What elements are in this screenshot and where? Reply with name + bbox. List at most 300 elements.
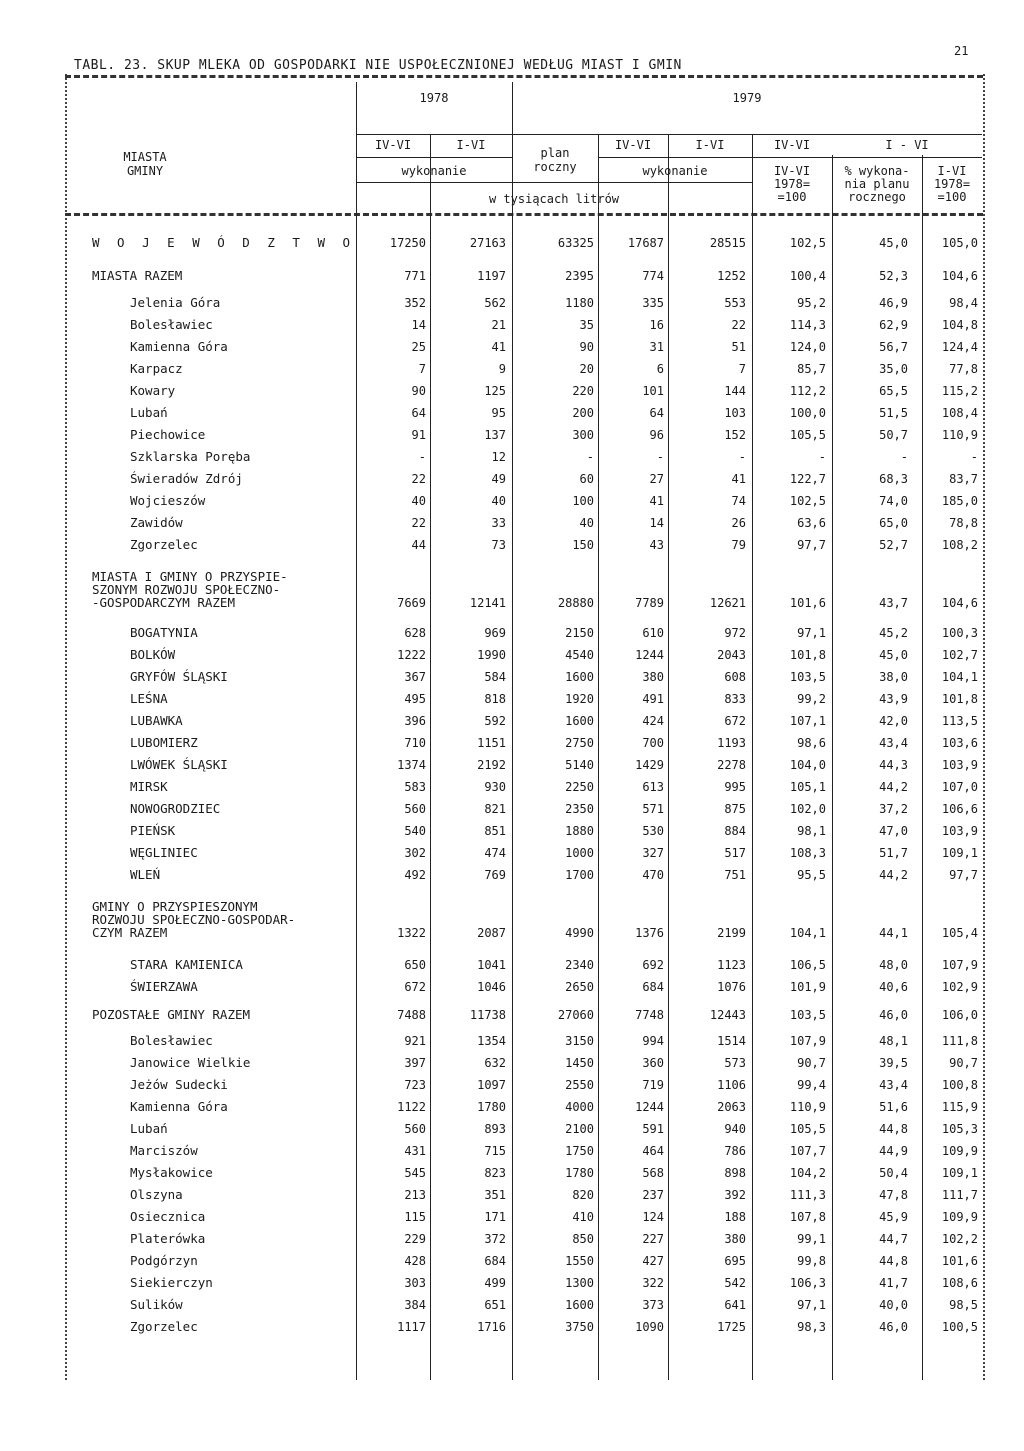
table-cell: - [586,450,594,464]
table-cell: - [738,450,746,464]
table-cell: 2043 [717,648,746,662]
header-index-i-vi: I-VI 1978= =100 [933,164,971,204]
table-cell: 47,0 [879,824,908,838]
row-label: Kamienna Góra [130,1099,228,1114]
table-cell: 102,2 [941,1232,978,1246]
table-cell: 62,9 [879,318,908,332]
row-label: NOWOGRODZIEC [130,801,221,816]
table-cell: 103 [724,406,746,420]
table-cell: 73 [491,538,506,552]
table-cell: 22 [411,472,426,486]
table-cell: 1600 [565,670,594,684]
table-cell: 327 [642,846,664,860]
table-cell: 111,8 [941,1034,978,1048]
table-cell: 1429 [635,758,664,772]
header-i-vi-1979: I-VI [695,138,725,152]
table-cell: 692 [642,958,664,972]
table-cell: 44,7 [879,1232,908,1246]
table-cell: 14 [411,318,426,332]
table-cell: 144 [724,384,746,398]
table-cell: 104,1 [941,670,978,684]
table-cell: 63,6 [797,516,826,530]
table-cell: 79 [731,538,746,552]
table-cell: 44,8 [879,1122,908,1136]
row-label: WLEŃ [130,867,161,882]
top-rule [65,75,983,78]
table-cell: 1117 [397,1320,426,1334]
table-cell: 302 [404,846,426,860]
row-label: STARA KAMIENICA [130,957,243,972]
table-cell: 380 [642,670,664,684]
table-cell: 11738 [469,1008,506,1022]
row-label: Zgorzelec [130,1319,198,1334]
table-cell: 26 [731,516,746,530]
table-cell: 7669 [397,596,426,610]
table-cell: 1716 [477,1320,506,1334]
row-label: Bolesławiec [130,1033,213,1048]
table-cell: 700 [642,736,664,750]
table-cell: 769 [484,868,506,882]
table-cell: 303 [404,1276,426,1290]
table-cell: 98,5 [949,1298,978,1312]
row-label: Szklarska Poręba [130,449,251,464]
table-cell: 115,9 [941,1100,978,1114]
table-cell: 37,2 [879,802,908,816]
table-cell: 392 [724,1188,746,1202]
table-cell: 560 [404,802,426,816]
table-cell: 2350 [565,802,594,816]
table-cell: 972 [724,626,746,640]
table-cell: 495 [404,692,426,706]
table-cell: 109,1 [941,1166,978,1180]
table-cell: 107,8 [789,1210,826,1224]
table-cell: 22 [411,516,426,530]
header-year-1978: 1978 [419,91,449,105]
table-cell: 104,6 [941,596,978,610]
table-cell: 650 [404,958,426,972]
table-cell: 1106 [717,1078,746,1092]
table-cell: - [656,450,664,464]
row-label: POZOSTAŁE GMINY RAZEM [92,1007,251,1022]
table-cell: 50,4 [879,1166,908,1180]
header-rule [65,213,983,216]
table-cell: 695 [724,1254,746,1268]
table-cell: 12141 [469,596,506,610]
table-cell: 774 [642,269,664,283]
table-cell: 1180 [565,296,594,310]
table-cell: 591 [642,1122,664,1136]
table-cell: 540 [404,824,426,838]
table-cell: 47,8 [879,1188,908,1202]
table-cell: 41,7 [879,1276,908,1290]
table-cell: 492 [404,868,426,882]
header-rule-units [356,182,752,183]
table-cell: 3750 [565,1320,594,1334]
table-cell: 1097 [477,1078,506,1092]
table-cell: 99,1 [797,1232,826,1246]
table-cell: 1076 [717,980,746,994]
table-cell: 96 [649,428,664,442]
header-i-vi-group: I - VI [885,138,929,152]
table-cell: 109,9 [941,1144,978,1158]
table-cell: 428 [404,1254,426,1268]
table-cell: 470 [642,868,664,882]
table-cell: 14 [649,516,664,530]
table-cell: 1780 [565,1166,594,1180]
row-label: Kowary [130,383,176,398]
table-cell: 373 [642,1298,664,1312]
table-cell: 41 [491,340,506,354]
table-cell: 2250 [565,780,594,794]
table-cell: 4540 [565,648,594,662]
row-label: GMINY O PRZYSPIESZONYM ROZWOJU SPOŁECZNO-GOSPODAR- CZYM RAZEM [92,899,296,940]
row-label: Świeradów Zdrój [130,471,243,486]
table-cell: 2750 [565,736,594,750]
table-cell: 90 [411,384,426,398]
table-cell: 35,0 [879,362,908,376]
table-cell: 101,8 [941,692,978,706]
table-cell: 2150 [565,626,594,640]
table-cell: 21 [491,318,506,332]
row-label: LUBAWKA [130,713,183,728]
table-cell: 608 [724,670,746,684]
table-cell: 1354 [477,1034,506,1048]
table-cell: 12621 [709,596,746,610]
table-cell: 7 [418,362,426,376]
table-cell: 723 [404,1078,426,1092]
table-cell: 17250 [389,236,426,250]
table-cell: 397 [404,1056,426,1070]
header-rule-years [356,134,982,135]
table-cell: 44,2 [879,780,908,794]
table-cell: 48,0 [879,958,908,972]
table-cell: 43,7 [879,596,908,610]
table-cell: 41 [731,472,746,486]
table-cell: 592 [484,714,506,728]
row-label: Osiecznica [130,1209,206,1224]
table-cell: 672 [724,714,746,728]
table-cell: 875 [724,802,746,816]
table-cell: 65,0 [879,516,908,530]
table-cell: 90 [579,340,594,354]
table-cell: 1450 [565,1056,594,1070]
table-cell: 39,5 [879,1056,908,1070]
table-cell: 542 [724,1276,746,1290]
table-cell: 7748 [635,1008,664,1022]
row-label: BOLKÓW [130,647,176,662]
table-cell: 560 [404,1122,426,1136]
row-label: Lubań [130,405,168,420]
table-cell: 771 [404,269,426,283]
table-cell: 1090 [635,1320,664,1334]
table-cell: 90,7 [949,1056,978,1070]
table-cell: 410 [572,1210,594,1224]
table-cell: 52,7 [879,538,908,552]
table-cell: 672 [404,980,426,994]
table-cell: 185,0 [941,494,978,508]
table-cell: 150 [572,538,594,552]
table-cell: 1151 [477,736,506,750]
table-cell: 28880 [557,596,594,610]
table-cell: 220 [572,384,594,398]
table-cell: 25 [411,340,426,354]
table-cell: 1193 [717,736,746,750]
table-cell: 2650 [565,980,594,994]
column-rule [512,82,513,1380]
table-cell: 641 [724,1298,746,1312]
table-cell: 17687 [627,236,664,250]
table-cell: 562 [484,296,506,310]
table-cell: 583 [404,780,426,794]
table-cell: 27163 [469,236,506,250]
table-cell: 821 [484,802,506,816]
header-plan-roczny: plan roczny [533,146,577,174]
table-cell: 380 [724,1232,746,1246]
table-cell: 424 [642,714,664,728]
table-cell: 77,8 [949,362,978,376]
table-cell: 1725 [717,1320,746,1334]
table-cell: 102,5 [789,236,826,250]
table-cell: 715 [484,1144,506,1158]
table-cell: 97,1 [797,626,826,640]
table-cell: 969 [484,626,506,640]
table-cell: 352 [404,296,426,310]
table-cell: 628 [404,626,426,640]
table-cell: 684 [484,1254,506,1268]
table-cell: 109,9 [941,1210,978,1224]
table-cell: 64 [411,406,426,420]
table-cell: 573 [724,1056,746,1070]
table-cell: 104,6 [941,269,978,283]
page-number: 21 [954,44,969,58]
table-cell: 114,3 [789,318,826,332]
table-cell: 106,5 [789,958,826,972]
table-cell: 651 [484,1298,506,1312]
table-cell: 115 [404,1210,426,1224]
row-label: MIRSK [130,779,168,794]
table-cell: 27 [649,472,664,486]
table-cell: 124,0 [789,340,826,354]
table-cell: 152 [724,428,746,442]
table-cell: 850 [572,1232,594,1246]
table-cell: 104,0 [789,758,826,772]
table-cell: 99,4 [797,1078,826,1092]
table-cell: 530 [642,824,664,838]
row-label: MIASTA I GMINY O PRZYSPIE- SZONYM ROZWOJU SPOŁECZNO- -GOSPODARCZYM RAZEM [92,569,288,610]
table-cell: 517 [724,846,746,860]
table-cell: 431 [404,1144,426,1158]
table-cell: 4000 [565,1100,594,1114]
table-cell: 95 [491,406,506,420]
table-cell: 940 [724,1122,746,1136]
table-cell: 427 [642,1254,664,1268]
table-cell: 68,3 [879,472,908,486]
table-cell: 107,9 [941,958,978,972]
table-cell: 1046 [477,980,506,994]
table-cell: 105,5 [789,1122,826,1136]
table-cell: 45,0 [879,236,908,250]
table-cell: 1197 [477,269,506,283]
table-cell: 43 [649,538,664,552]
table-cell: 100 [572,494,594,508]
table-cell: 684 [642,980,664,994]
table-cell: 851 [484,824,506,838]
table-cell: 100,8 [941,1078,978,1092]
table-cell: 823 [484,1166,506,1180]
row-label: GRYFÓW ŚLĄSKI [130,669,228,684]
table-cell: 33 [491,516,506,530]
table-cell: 45,9 [879,1210,908,1224]
table-cell: 49 [491,472,506,486]
table-cell: 113,5 [941,714,978,728]
table-cell: 571 [642,802,664,816]
table-cell: 1374 [397,758,426,772]
header-pct-plan: % wykona- nia planu rocznego [844,164,910,204]
table-cell: - [970,450,978,464]
table-cell: 1750 [565,1144,594,1158]
table-cell: 103,6 [941,736,978,750]
table-cell: 2100 [565,1122,594,1136]
table-cell: 104,1 [789,926,826,940]
table-cell: 109,1 [941,846,978,860]
table-cell: 74,0 [879,494,908,508]
table-cell: 103,9 [941,824,978,838]
table-cell: 2340 [565,958,594,972]
table-cell: 5140 [565,758,594,772]
header-iv-vi-1978: IV-VI [374,138,412,152]
table-cell: 2395 [565,269,594,283]
row-label: MIASTA RAZEM [92,268,183,283]
table-cell: 35 [579,318,594,332]
table-cell: 7488 [397,1008,426,1022]
table-cell: 40 [491,494,506,508]
row-label: Wojcieszów [130,493,206,508]
table-cell: 97,7 [949,868,978,882]
table-cell: 2087 [477,926,506,940]
row-label: LWÓWEK ŚLĄSKI [130,757,228,772]
table-cell: 2192 [477,758,506,772]
row-label: Sulików [130,1297,183,1312]
table-cell: 188 [724,1210,746,1224]
header-wykonanie-1979: wykonanie [642,164,708,178]
table-cell: 44,1 [879,926,908,940]
table-cell: 1244 [635,648,664,662]
header-rule-wykonanie-1979 [598,157,982,158]
table-cell: 229 [404,1232,426,1246]
table-cell: 107,0 [941,780,978,794]
table-cell: 102,5 [789,494,826,508]
table-cell: 106,3 [789,1276,826,1290]
table-cell: 106,0 [941,1008,978,1022]
header-unit: w tysiącach litrów [488,192,620,206]
table-cell: 38,0 [879,670,908,684]
row-label: LEŚNA [130,691,168,706]
table-cell: 818 [484,692,506,706]
table-cell: 108,3 [789,846,826,860]
table-cell: 44,2 [879,868,908,882]
table-cell: 103,5 [789,670,826,684]
table-cell: 101,9 [789,980,826,994]
row-label: Platerówka [130,1231,206,1246]
table-cell: 1376 [635,926,664,940]
table-cell: 51,5 [879,406,908,420]
table-cell: 833 [724,692,746,706]
table-cell: 100,3 [941,626,978,640]
header-rule-wykonanie [356,157,512,158]
table-cell: 104,8 [941,318,978,332]
table-cell: 1123 [717,958,746,972]
table-cell: 101,6 [941,1254,978,1268]
row-label: Podgórzyn [130,1253,198,1268]
table-cell: 1920 [565,692,594,706]
table-cell: 43,4 [879,736,908,750]
table-cell: 137 [484,428,506,442]
table-cell: 1600 [565,714,594,728]
table-cell: 568 [642,1166,664,1180]
table-cell: 1514 [717,1034,746,1048]
table-cell: 108,6 [941,1276,978,1290]
table-cell: 42,0 [879,714,908,728]
table-cell: 45,0 [879,648,908,662]
table-cell: 111,3 [789,1188,826,1202]
table-cell: 105,1 [789,780,826,794]
table-cell: 95,2 [797,296,826,310]
table-cell: 111,7 [941,1188,978,1202]
table-cell: - [418,450,426,464]
table-cell: 227 [642,1232,664,1246]
table-cell: 360 [642,1056,664,1070]
table-cell: 553 [724,296,746,310]
header-iv-vi-1979: IV-VI [614,138,652,152]
table-cell: 3150 [565,1034,594,1048]
table-cell: 40,0 [879,1298,908,1312]
table-cell: 115,2 [941,384,978,398]
table-cell: 52,3 [879,269,908,283]
table-cell: 51,7 [879,846,908,860]
table-cell: 1700 [565,868,594,882]
row-label: PIEŃSK [130,823,176,838]
row-label: Lubań [130,1121,168,1136]
table-cell: 108,4 [941,406,978,420]
row-label: Karpacz [130,361,183,376]
table-cell: 100,0 [789,406,826,420]
table-cell: 1550 [565,1254,594,1268]
table-cell: 106,6 [941,802,978,816]
table-cell: 367 [404,670,426,684]
table-cell: 1322 [397,926,426,940]
table-cell: 122,7 [789,472,826,486]
table-cell: 200 [572,406,594,420]
table-cell: 105,3 [941,1122,978,1136]
table-cell: 751 [724,868,746,882]
row-label: Zgorzelec [130,537,198,552]
header-index-iv-vi: IV-VI 1978= =100 [773,164,811,204]
table-cell: 103,9 [941,758,978,772]
table-cell: 98,4 [949,296,978,310]
table-cell: 99,8 [797,1254,826,1268]
table-cell: 322 [642,1276,664,1290]
table-cell: 22 [731,318,746,332]
table-cell: 108,2 [941,538,978,552]
table-cell: 74 [731,494,746,508]
header-iv-vi-index: IV-VI [773,138,811,152]
table-cell: 102,7 [941,648,978,662]
row-label: Mysłakowice [130,1165,213,1180]
table-cell: 335 [642,296,664,310]
table-cell: 90,7 [797,1056,826,1070]
table-cell: 9 [498,362,506,376]
table-cell: 64 [649,406,664,420]
